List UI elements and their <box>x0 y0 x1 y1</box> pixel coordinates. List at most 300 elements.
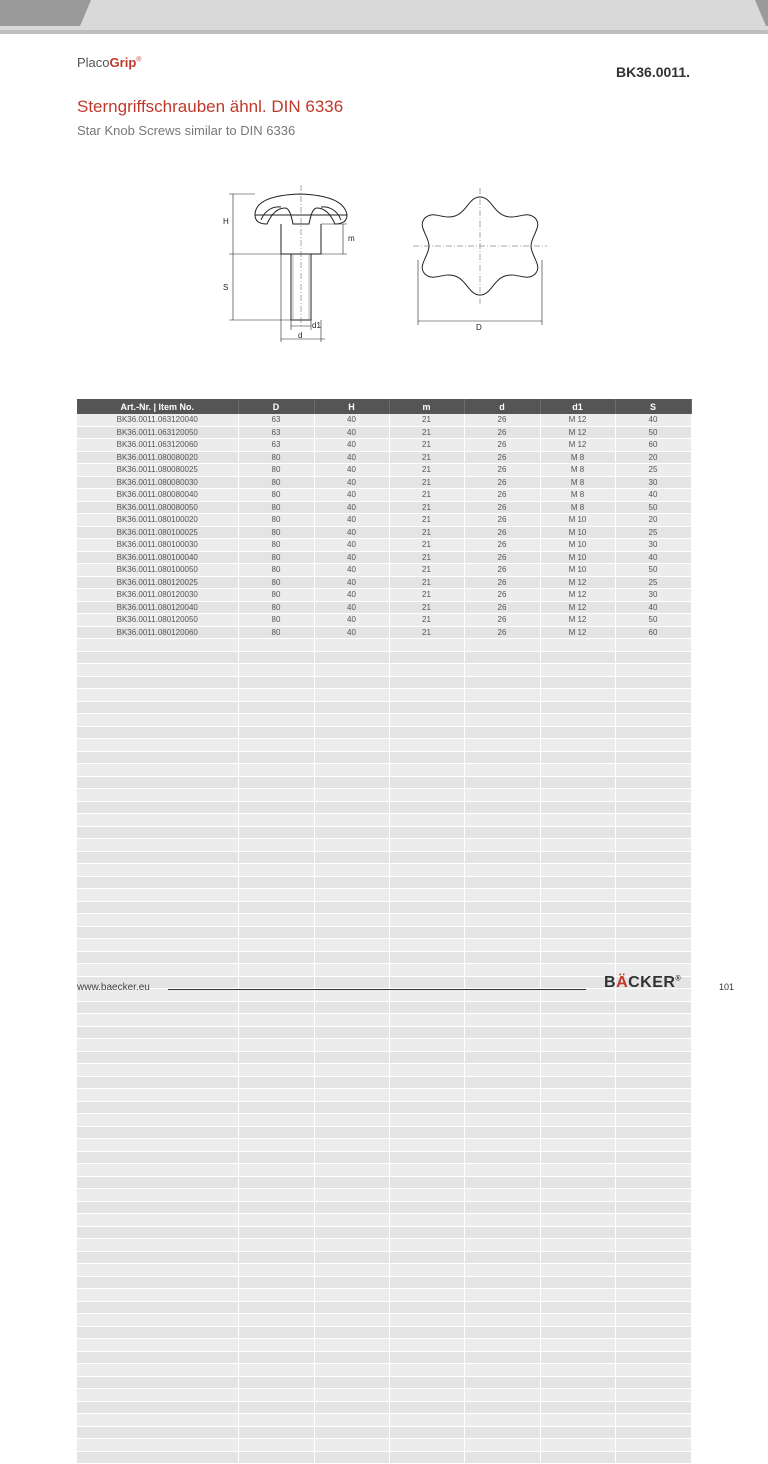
dim-label-s: S <box>223 283 229 292</box>
table-cell-empty <box>540 651 615 664</box>
table-cell-empty <box>238 764 314 777</box>
table-row-empty <box>77 701 691 714</box>
table-cell-empty <box>389 851 464 864</box>
table-cell-empty <box>389 1326 464 1339</box>
table-cell: BK36.0011.080100030 <box>77 539 238 552</box>
table-cell-empty <box>615 1189 691 1202</box>
table-cell-empty <box>389 714 464 727</box>
table-cell-empty <box>464 1389 540 1402</box>
table-cell-empty <box>77 826 238 839</box>
table-cell-empty <box>238 789 314 802</box>
table-cell: 21 <box>389 614 464 627</box>
table-cell-empty <box>464 1264 540 1277</box>
table-cell-empty <box>615 1239 691 1252</box>
table-cell: BK36.0011.080080040 <box>77 489 238 502</box>
table-cell-empty <box>238 1289 314 1302</box>
table-cell-empty <box>389 1126 464 1139</box>
table-cell-empty <box>77 1089 238 1102</box>
table-cell-empty <box>615 1351 691 1364</box>
table-cell: 21 <box>389 601 464 614</box>
table-cell-empty <box>238 739 314 752</box>
table-cell-empty <box>314 1101 389 1114</box>
table-cell: 80 <box>238 451 314 464</box>
table-cell-empty <box>238 1439 314 1452</box>
table-cell-empty <box>314 1239 389 1252</box>
table-cell-empty <box>464 1139 540 1152</box>
table-cell-empty <box>314 851 389 864</box>
table-cell-empty <box>238 1189 314 1202</box>
table-cell: BK36.0011.080080025 <box>77 464 238 477</box>
table-cell-empty <box>77 1226 238 1239</box>
table-cell-empty <box>77 664 238 677</box>
table-row-empty <box>77 1376 691 1389</box>
table-cell-empty <box>238 814 314 827</box>
table-cell-empty <box>389 1164 464 1177</box>
table-cell-empty <box>464 1426 540 1439</box>
table-row-empty <box>77 1126 691 1139</box>
table-row-empty <box>77 1101 691 1114</box>
table-row <box>77 426 691 439</box>
table-cell: M 10 <box>540 526 615 539</box>
table-cell-empty <box>615 1139 691 1152</box>
table-cell-empty <box>77 789 238 802</box>
table-row-empty <box>77 726 691 739</box>
table-row <box>77 626 691 639</box>
table-cell-empty <box>77 901 238 914</box>
table-cell-empty <box>615 664 691 677</box>
table-cell-empty <box>464 801 540 814</box>
table-cell-empty <box>540 1101 615 1114</box>
table-cell-empty <box>77 701 238 714</box>
table-cell: 40 <box>314 414 389 426</box>
table-cell-empty <box>314 876 389 889</box>
table-cell: M 12 <box>540 589 615 602</box>
table-row <box>77 526 691 539</box>
table-cell-empty <box>314 701 389 714</box>
table-cell-empty <box>464 926 540 939</box>
table-cell-empty <box>615 1126 691 1139</box>
table-cell-empty <box>238 689 314 702</box>
table-cell-empty <box>238 1339 314 1352</box>
table-row-empty <box>77 826 691 839</box>
table-cell-empty <box>314 826 389 839</box>
table-cell: 80 <box>238 514 314 527</box>
table-cell-empty <box>615 914 691 927</box>
table-cell-empty <box>77 1039 238 1052</box>
table-cell-empty <box>77 1351 238 1364</box>
table-cell-empty <box>464 639 540 652</box>
table-cell-empty <box>615 714 691 727</box>
dim-label-m: m <box>348 234 355 243</box>
table-cell-empty <box>540 676 615 689</box>
table-row-empty <box>77 1114 691 1127</box>
table-cell-empty <box>464 1289 540 1302</box>
table-cell-empty <box>314 714 389 727</box>
table-cell-empty <box>314 1089 389 1102</box>
table-cell-empty <box>464 1326 540 1339</box>
table-row-empty <box>77 1439 691 1452</box>
table-cell-empty <box>77 1114 238 1127</box>
table-cell-empty <box>238 889 314 902</box>
table-cell-empty <box>77 1401 238 1414</box>
table-cell: 26 <box>464 589 540 602</box>
table-cell-empty <box>77 864 238 877</box>
table-cell-empty <box>389 1439 464 1452</box>
table-cell-empty <box>238 726 314 739</box>
table-cell-empty <box>615 1439 691 1452</box>
table-cell-empty <box>615 1326 691 1339</box>
table-cell: 21 <box>389 501 464 514</box>
table-cell-empty <box>77 1364 238 1377</box>
table-cell-empty <box>238 1101 314 1114</box>
company-logo <box>604 974 681 992</box>
table-cell-empty <box>314 1314 389 1327</box>
table-cell: 21 <box>389 489 464 502</box>
table-cell-empty <box>540 639 615 652</box>
table-cell-empty <box>77 1451 238 1464</box>
table-cell-empty <box>238 864 314 877</box>
table-cell-empty <box>238 1114 314 1127</box>
table-cell-empty <box>615 901 691 914</box>
table-cell-empty <box>314 1164 389 1177</box>
table-cell: 40 <box>615 414 691 426</box>
table-cell-empty <box>77 1189 238 1202</box>
table-cell-empty <box>314 676 389 689</box>
table-cell-empty <box>238 714 314 727</box>
table-cell-empty <box>615 801 691 814</box>
table-cell-empty <box>464 1414 540 1427</box>
table-cell-empty <box>238 1401 314 1414</box>
table-cell-empty <box>238 851 314 864</box>
table-cell: M 10 <box>540 539 615 552</box>
table-cell-empty <box>389 1401 464 1414</box>
table-row-empty <box>77 789 691 802</box>
table-cell-empty <box>615 1226 691 1239</box>
table-cell: 60 <box>615 626 691 639</box>
table-cell-empty <box>540 1214 615 1227</box>
table-row <box>77 576 691 589</box>
table-cell: 26 <box>464 526 540 539</box>
table-cell-empty <box>464 1039 540 1052</box>
table-cell: 21 <box>389 576 464 589</box>
table-cell: M 10 <box>540 551 615 564</box>
table-cell-empty <box>238 1239 314 1252</box>
table-cell-empty <box>238 1414 314 1427</box>
table-cell-empty <box>464 714 540 727</box>
table-cell-empty <box>77 914 238 927</box>
table-cell-empty <box>389 814 464 827</box>
table-cell-empty <box>464 1226 540 1239</box>
table-cell-empty <box>314 1326 389 1339</box>
table-row-empty <box>77 1151 691 1164</box>
table-cell: 26 <box>464 564 540 577</box>
table-cell-empty <box>77 1301 238 1314</box>
table-cell-empty <box>615 751 691 764</box>
table-cell: BK36.0011.080120050 <box>77 614 238 627</box>
table-cell: 26 <box>464 439 540 452</box>
table-cell-empty <box>77 1014 238 1027</box>
table-cell: 21 <box>389 589 464 602</box>
table-cell-empty <box>238 701 314 714</box>
table-cell-empty <box>540 1014 615 1027</box>
table-cell-empty <box>464 776 540 789</box>
table-cell-empty <box>314 1026 389 1039</box>
table-cell-empty <box>464 1376 540 1389</box>
table-cell: 80 <box>238 626 314 639</box>
table-cell-empty <box>238 1201 314 1214</box>
table-cell-empty <box>77 1151 238 1164</box>
table-cell-empty <box>540 1114 615 1127</box>
table-row-empty <box>77 1314 691 1327</box>
table-cell-empty <box>615 926 691 939</box>
table-cell: 63 <box>238 414 314 426</box>
table-cell: 26 <box>464 476 540 489</box>
table-cell-empty <box>464 989 540 1002</box>
table-cell-empty <box>77 801 238 814</box>
dim-label-d: d <box>298 331 303 340</box>
table-cell: 40 <box>314 576 389 589</box>
table-cell: M 12 <box>540 614 615 627</box>
table-row <box>77 464 691 477</box>
table-row <box>77 439 691 452</box>
table-cell-empty <box>615 864 691 877</box>
table-header-cell: m <box>389 399 464 414</box>
table-cell-empty <box>238 901 314 914</box>
table-cell-empty <box>77 714 238 727</box>
table-cell: BK36.0011.063120060 <box>77 439 238 452</box>
table-cell-empty <box>540 939 615 952</box>
table-cell: 80 <box>238 564 314 577</box>
table-cell-empty <box>540 1364 615 1377</box>
table-row-empty <box>77 1164 691 1177</box>
table-row-empty <box>77 926 691 939</box>
table-cell-empty <box>540 801 615 814</box>
table-cell-empty <box>314 1201 389 1214</box>
table-cell-empty <box>464 1164 540 1177</box>
table-cell-empty <box>238 1314 314 1327</box>
table-cell-empty <box>389 876 464 889</box>
table-cell-empty <box>314 1376 389 1389</box>
table-cell-empty <box>615 776 691 789</box>
table-cell: M 8 <box>540 464 615 477</box>
table-cell: 25 <box>615 464 691 477</box>
table-cell-empty <box>615 1076 691 1089</box>
table-cell-empty <box>464 1014 540 1027</box>
table-cell: 40 <box>314 589 389 602</box>
table-cell-empty <box>238 1014 314 1027</box>
table-cell: 21 <box>389 551 464 564</box>
table-row-empty <box>77 689 691 702</box>
table-row-empty <box>77 1426 691 1439</box>
table-cell: 50 <box>615 564 691 577</box>
table-cell: BK36.0011.063120050 <box>77 426 238 439</box>
table-cell-empty <box>540 1064 615 1077</box>
table-cell: 40 <box>615 601 691 614</box>
table-cell: 40 <box>314 539 389 552</box>
table-cell-empty <box>540 1451 615 1464</box>
table-cell-empty <box>314 1189 389 1202</box>
table-cell-empty <box>389 889 464 902</box>
table-cell-empty <box>540 1426 615 1439</box>
table-cell-empty <box>238 676 314 689</box>
table-cell-empty <box>464 1401 540 1414</box>
table-cell: 26 <box>464 551 540 564</box>
table-cell-empty <box>314 1001 389 1014</box>
table-cell-empty <box>540 1176 615 1189</box>
table-cell-empty <box>540 914 615 927</box>
table-cell-empty <box>314 1176 389 1189</box>
table-cell-empty <box>314 1276 389 1289</box>
table-cell: BK36.0011.080080050 <box>77 501 238 514</box>
table-cell-empty <box>238 1214 314 1227</box>
table-cell-empty <box>238 1251 314 1264</box>
table-row-empty <box>77 1364 691 1377</box>
table-row-empty <box>77 1239 691 1252</box>
table-cell-empty <box>464 789 540 802</box>
table-cell-empty <box>615 1339 691 1352</box>
table-cell-empty <box>540 1301 615 1314</box>
table-cell-empty <box>314 1264 389 1277</box>
table-cell: BK36.0011.080100050 <box>77 564 238 577</box>
table-cell-empty <box>464 1201 540 1214</box>
table-row-empty <box>77 1014 691 1027</box>
logo-registered-mark: ® <box>675 975 682 983</box>
table-cell-empty <box>540 1314 615 1327</box>
table-cell: 30 <box>615 539 691 552</box>
table-cell-empty <box>464 764 540 777</box>
table-cell-empty <box>540 1389 615 1402</box>
table-cell-empty <box>389 689 464 702</box>
table-cell-empty <box>464 1439 540 1452</box>
table-cell-empty <box>77 1001 238 1014</box>
table-cell-empty <box>615 1314 691 1327</box>
table-cell-empty <box>389 1289 464 1302</box>
table-cell-empty <box>389 1251 464 1264</box>
table-cell-empty <box>464 964 540 977</box>
table-cell-empty <box>389 914 464 927</box>
table-cell-empty <box>389 1014 464 1027</box>
table-cell-empty <box>389 789 464 802</box>
table-cell-empty <box>238 1139 314 1152</box>
footer-website-link[interactable]: www.baecker.eu <box>77 982 150 993</box>
table-cell-empty <box>615 1301 691 1314</box>
table-cell-empty <box>314 1251 389 1264</box>
table-cell: M 12 <box>540 576 615 589</box>
table-cell-empty <box>389 1414 464 1427</box>
table-cell-empty <box>314 739 389 752</box>
table-cell-empty <box>464 939 540 952</box>
table-cell-empty <box>464 1251 540 1264</box>
table-cell-empty <box>314 926 389 939</box>
table-cell-empty <box>540 689 615 702</box>
table-cell-empty <box>615 1001 691 1014</box>
brand-logo <box>77 55 141 70</box>
table-cell: 21 <box>389 539 464 552</box>
table-cell-empty <box>238 839 314 852</box>
table-row-empty <box>77 1139 691 1152</box>
table-cell-empty <box>389 964 464 977</box>
table-cell-empty <box>238 1051 314 1064</box>
table-cell-empty <box>238 1326 314 1339</box>
table-cell-empty <box>314 1051 389 1064</box>
table-cell-empty <box>615 851 691 864</box>
article-code: BK36.0011. <box>616 64 690 80</box>
table-header-cell: d1 <box>540 399 615 414</box>
table-cell-empty <box>464 1189 540 1202</box>
table-cell: BK36.0011.080100025 <box>77 526 238 539</box>
table-cell-empty <box>615 739 691 752</box>
table-cell: M 10 <box>540 564 615 577</box>
table-cell-empty <box>314 789 389 802</box>
table-cell-empty <box>464 1151 540 1164</box>
table-row <box>77 451 691 464</box>
table-cell-empty <box>238 939 314 952</box>
table-cell-empty <box>314 914 389 927</box>
table-cell: 20 <box>615 514 691 527</box>
table-cell: 21 <box>389 414 464 426</box>
table-cell-empty <box>314 1014 389 1027</box>
table-cell-empty <box>314 1414 389 1427</box>
table-cell-empty <box>389 1101 464 1114</box>
table-cell-empty <box>314 1151 389 1164</box>
table-row-empty <box>77 1001 691 1014</box>
table-row <box>77 414 691 426</box>
table-row-empty <box>77 1189 691 1202</box>
table-cell-empty <box>464 826 540 839</box>
table-cell-empty <box>615 1051 691 1064</box>
table-row <box>77 501 691 514</box>
table-cell-empty <box>238 1001 314 1014</box>
table-cell-empty <box>540 1189 615 1202</box>
table-row-empty <box>77 1039 691 1052</box>
table-cell-empty <box>77 1439 238 1452</box>
table-cell-empty <box>238 964 314 977</box>
table-cell-empty <box>615 1164 691 1177</box>
table-cell-empty <box>77 1076 238 1089</box>
table-cell-empty <box>540 1376 615 1389</box>
table-cell-empty <box>389 1139 464 1152</box>
table-cell-empty <box>540 1076 615 1089</box>
table-cell-empty <box>238 1451 314 1464</box>
table-cell-empty <box>464 1339 540 1352</box>
table-cell: 21 <box>389 564 464 577</box>
top-banner <box>0 0 768 34</box>
table-cell-empty <box>540 789 615 802</box>
table-cell-empty <box>238 751 314 764</box>
table-row <box>77 539 691 552</box>
table-cell-empty <box>540 1039 615 1052</box>
table-cell-empty <box>238 989 314 1002</box>
table-cell-empty <box>540 1164 615 1177</box>
table-cell-empty <box>314 801 389 814</box>
table-cell: 26 <box>464 426 540 439</box>
table-cell: 26 <box>464 501 540 514</box>
table-cell: 26 <box>464 614 540 627</box>
table-cell-empty <box>615 1201 691 1214</box>
table-cell: 26 <box>464 626 540 639</box>
table-row-empty <box>77 1201 691 1214</box>
table-cell-empty <box>540 1139 615 1152</box>
table-row-empty <box>77 1339 691 1352</box>
table-cell-empty <box>389 1389 464 1402</box>
table-row <box>77 601 691 614</box>
table-cell: 30 <box>615 589 691 602</box>
table-row-empty <box>77 751 691 764</box>
brand-registered-mark: ® <box>136 56 142 64</box>
table-cell-empty <box>314 651 389 664</box>
table-cell: 80 <box>238 539 314 552</box>
table-cell-empty <box>77 726 238 739</box>
